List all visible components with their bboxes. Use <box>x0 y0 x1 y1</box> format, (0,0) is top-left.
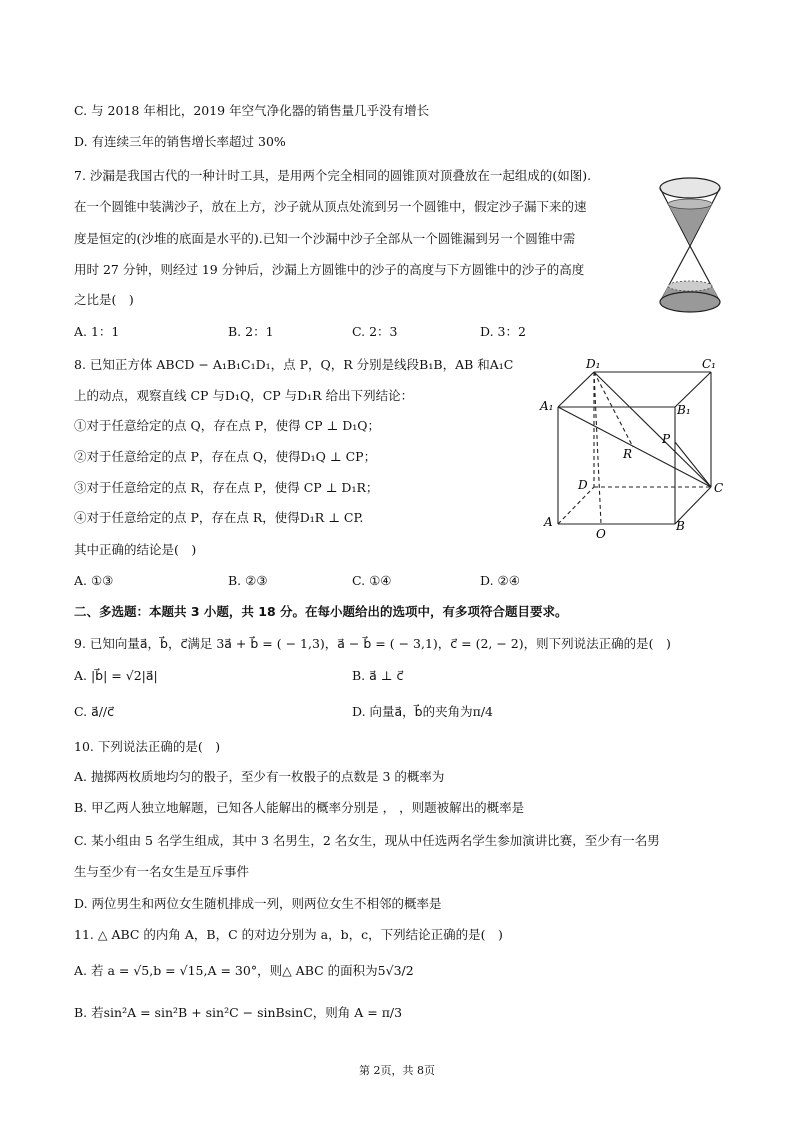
q10-option-d: D. 两位男生和两位女生随机排成一列，则两位女生不相邻的概率是 <box>74 896 442 911</box>
label-o: O <box>596 527 606 541</box>
q6-option-d: D. 有连续三年的销售增长率超过 30% <box>74 134 286 149</box>
label-a: A <box>544 515 553 529</box>
q8-statement-1: ①对于任意给定的点 Q，存在点 P，使得 CP ⊥ D₁Q； <box>74 418 381 433</box>
q8-option-d: D. ②④ <box>480 573 520 588</box>
q9-option-a: A. |b⃗| = √2|a⃗| <box>74 668 158 683</box>
label-a1: A₁ <box>540 399 554 413</box>
q8-stem-line-2: 上的动点，观察直线 CP 与D₁Q，CP 与D₁R 给出下列结论： <box>74 388 414 403</box>
q8-option-b: B. ②③ <box>228 573 268 588</box>
q11-stem: 11. △ ABC 的内角 A，B，C 的对边分别为 a，b，c，下列结论正确的是( ) <box>74 927 503 942</box>
section-2-heading: 二、多选题：本题共 3 小题，共 18 分。在每小题给出的选项中，有多项符合题目要求。 <box>74 604 568 619</box>
q7-stem-line-4: 用时 27 分钟，则经过 19 分钟后，沙漏上方圆锥中的沙子的高度与下方圆锥中的沙子的高度 <box>74 262 585 277</box>
label-b1: B₁ <box>677 403 691 417</box>
label-d1: D₁ <box>586 357 601 371</box>
q10-option-b: B. 甲乙两人独立地解题，已知各人能解出的概率分别是 ， ，则题被解出的概率是 <box>74 800 525 815</box>
q10-option-c-line-1: C. 某小组由 5 名学生组成，其中 3 名男生，2 名女生，现从中任选两名学生参加演讲比赛，至少有一名男 <box>74 833 660 848</box>
label-r: R <box>623 447 633 461</box>
q10-option-c-line-2: 生与至少有一名女生是互斥事件 <box>74 864 250 879</box>
q7-option-d: D. 3：2 <box>480 324 526 339</box>
q8-statement-4: ④对于任意给定的点 P，存在点 R，使得D₁R ⊥ CP. <box>74 510 364 525</box>
label-c: C <box>714 481 724 495</box>
q7-stem-line-5: 之比是( ) <box>74 292 134 307</box>
q7-option-c: C. 2：3 <box>352 324 398 339</box>
q8-stem-line-1: 8. 已知正方体 ABCD − A₁B₁C₁D₁，点 P，Q，R 分别是线段B₁B，AB 和A₁C <box>74 357 514 372</box>
q8-statement-3: ③对于任意给定的点 R，存在点 P，使得 CP ⊥ D₁R； <box>74 480 379 495</box>
label-p: P <box>662 432 671 446</box>
q7-option-b: B. 2：1 <box>228 324 274 339</box>
q8-option-a: A. ①③ <box>74 573 114 588</box>
hourglass-figure <box>650 168 730 318</box>
q8-question-line: 其中正确的结论是( ) <box>74 542 197 557</box>
q7-stem-line-3: 度是恒定的(沙堆的底面是水平的).已知一个沙漏中沙子全部从一个圆锥漏到另一个圆锥中需 <box>74 231 576 246</box>
q11-option-b: B. 若sin²A = sin²B + sin²C − sinBsinC，则角 A = π/3 <box>74 1005 403 1020</box>
q8-statement-2: ②对于任意给定的点 P，存在点 Q，使得D₁Q ⊥ CP； <box>74 449 377 464</box>
q9-option-b: B. a⃗ ⊥ c⃗ <box>352 668 404 683</box>
label-c1: C₁ <box>702 357 716 371</box>
cube-figure <box>538 352 728 542</box>
page-footer: 第 2页，共 8页 <box>359 1064 435 1077</box>
q8-option-c: C. ①④ <box>352 573 392 588</box>
q11-option-a: A. 若 a = √5,b = √15,A = 30°，则△ ABC 的面积为5√3/2 <box>74 963 414 978</box>
q6-option-c: C. 与 2018 年相比，2019 年空气净化器的销售量几乎没有增长 <box>74 103 430 118</box>
q10-option-a: A. 抛掷两枚质地均匀的骰子，至少有一枚骰子的点数是 3 的概率为 <box>74 769 445 784</box>
q9-stem: 9. 已知向量a⃗，b⃗，c⃗满足 3a⃗ + b⃗ = ( − 1,3)，a⃗ − b⃗ = ( − 3,1)，c⃗ = (2, − 2)，则下列说法正确的是( ) <box>74 636 671 651</box>
q7-option-a: A. 1：1 <box>74 324 120 339</box>
q9-option-c: C. a⃗//c⃗ <box>74 704 115 719</box>
q10-stem: 10. 下列说法正确的是( ) <box>74 739 221 754</box>
label-d: D <box>578 478 588 492</box>
q7-stem-line-2: 在一个圆锥中装满沙子，放在上方，沙子就从顶点处流到另一个圆锥中，假定沙子漏下来的速 <box>74 199 587 214</box>
q9-option-d: D. 向量a⃗，b⃗的夹角为π/4 <box>352 704 493 719</box>
label-b: B <box>676 519 685 533</box>
q7-stem-line-1: 7. 沙漏是我国古代的一种计时工具，是用两个完全相同的圆锥顶对顶叠放在一起组成的(如图). <box>74 168 592 183</box>
